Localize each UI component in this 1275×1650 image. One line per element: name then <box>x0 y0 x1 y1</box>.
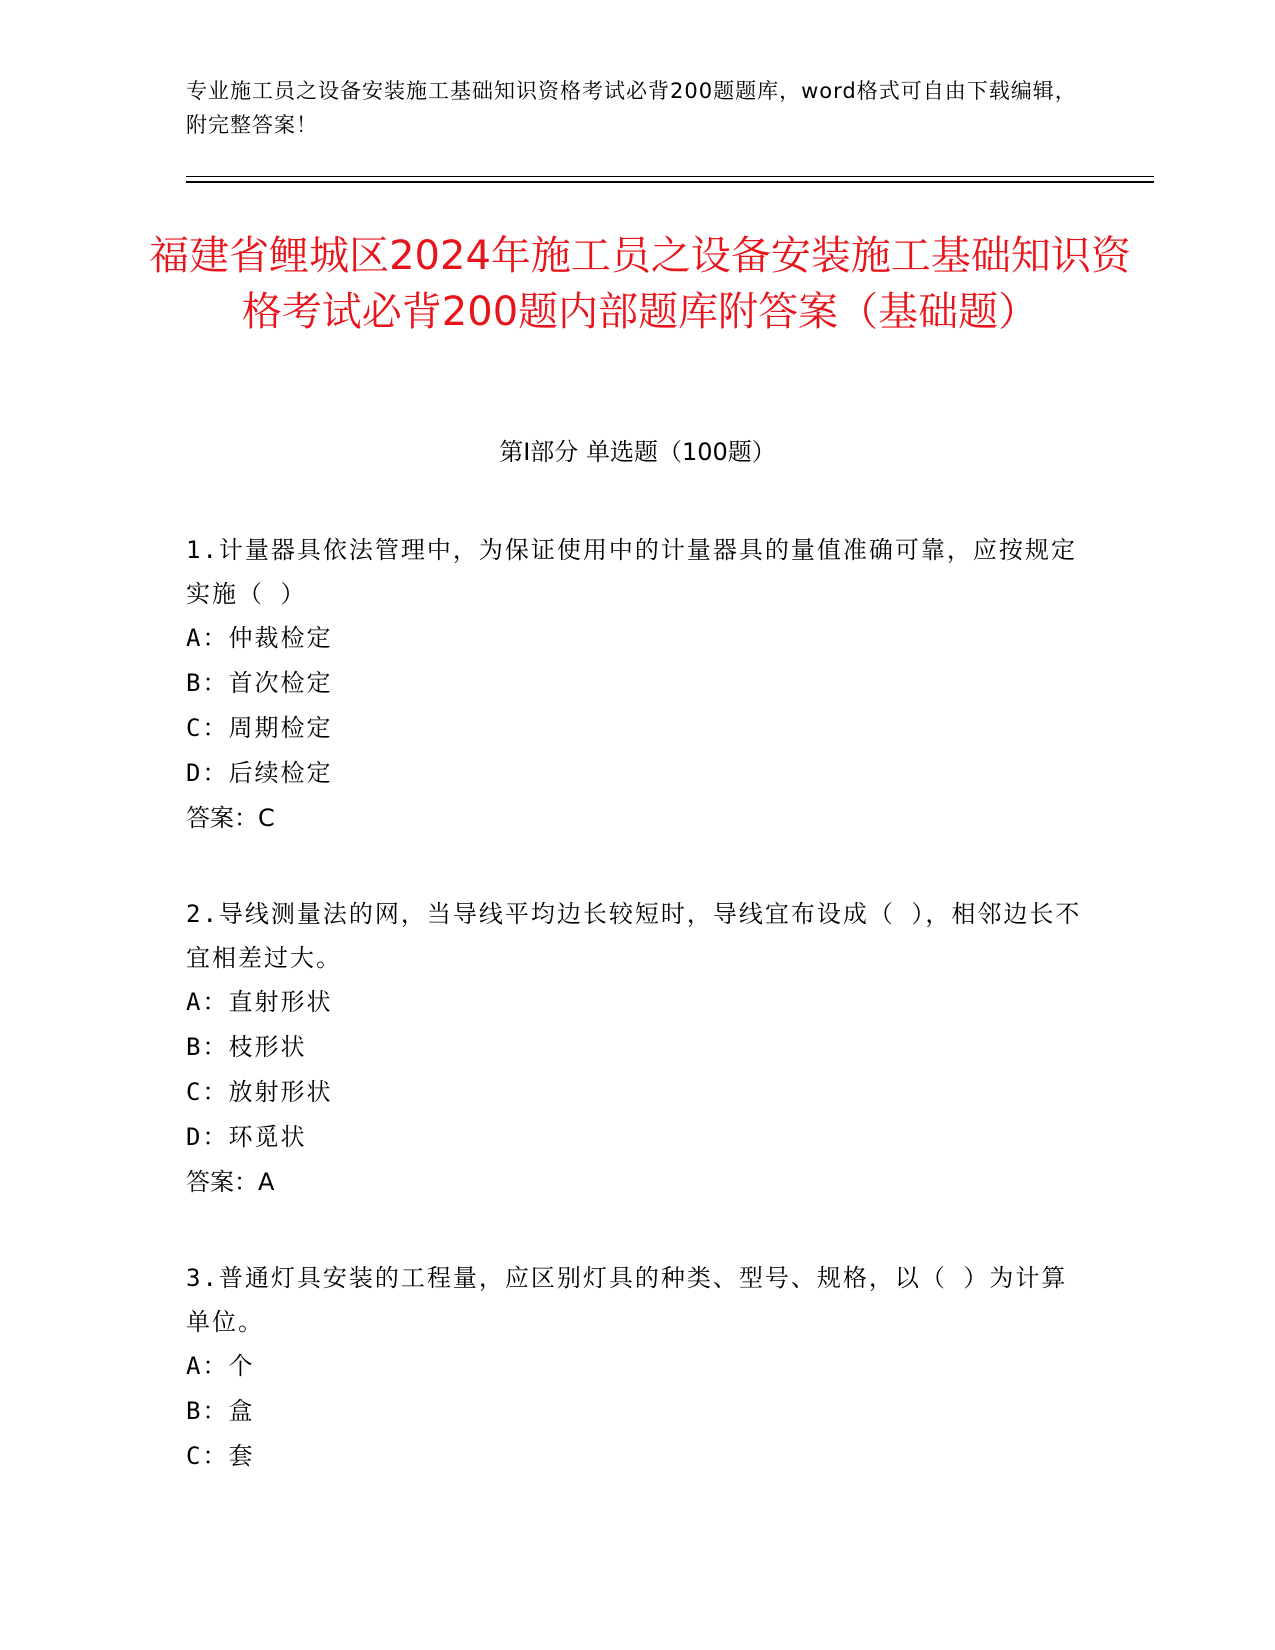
option-a: A：直射形状 <box>186 988 333 1016</box>
header-divider-thick <box>186 181 1154 183</box>
option-b: B：枝形状 <box>186 1033 307 1061</box>
option-d: D：环觅状 <box>186 1123 307 1151</box>
option-b: B：盒 <box>186 1397 255 1425</box>
question-3 <box>186 1256 1086 1479</box>
answer: 答案：C <box>186 804 275 832</box>
option-c: C：套 <box>186 1442 255 1470</box>
header-note: 专业施工员之设备安装施工基础知识资格考试必背200题题库，word格式可自由下载编辑，附完整答案！ <box>186 79 1077 137</box>
header-divider-thin <box>186 176 1154 177</box>
answer: 答案：A <box>186 1168 275 1196</box>
option-a: A：个 <box>186 1352 255 1380</box>
question-1 <box>186 528 1086 841</box>
section-title: 第Ⅰ部分 单选题（100题） <box>499 438 776 466</box>
question-stem: 2.导线测量法的网，当导线平均边长较短时，导线宜布设成（ ），相邻边长不宜相差过大。 <box>186 900 1082 972</box>
option-a: A：仲裁检定 <box>186 624 333 652</box>
question-stem: 1.计量器具依法管理中，为保证使用中的计量器具的量值准确可靠，应按规定实施（ ） <box>186 536 1077 608</box>
question-stem: 3.普通灯具安装的工程量，应区别灯具的种类、型号、规格，以（ ）为计算单位。 <box>186 1264 1068 1336</box>
option-d: D：后续检定 <box>186 759 333 787</box>
option-c: C：周期检定 <box>186 714 333 742</box>
option-b: B：首次检定 <box>186 669 333 697</box>
document-title: 福建省鲤城区2024年施工员之设备安装施工基础知识资格考试必背200题内部题库附答案（基础题） <box>149 233 1131 335</box>
option-c: C：放射形状 <box>186 1078 333 1106</box>
question-2 <box>186 892 1086 1205</box>
